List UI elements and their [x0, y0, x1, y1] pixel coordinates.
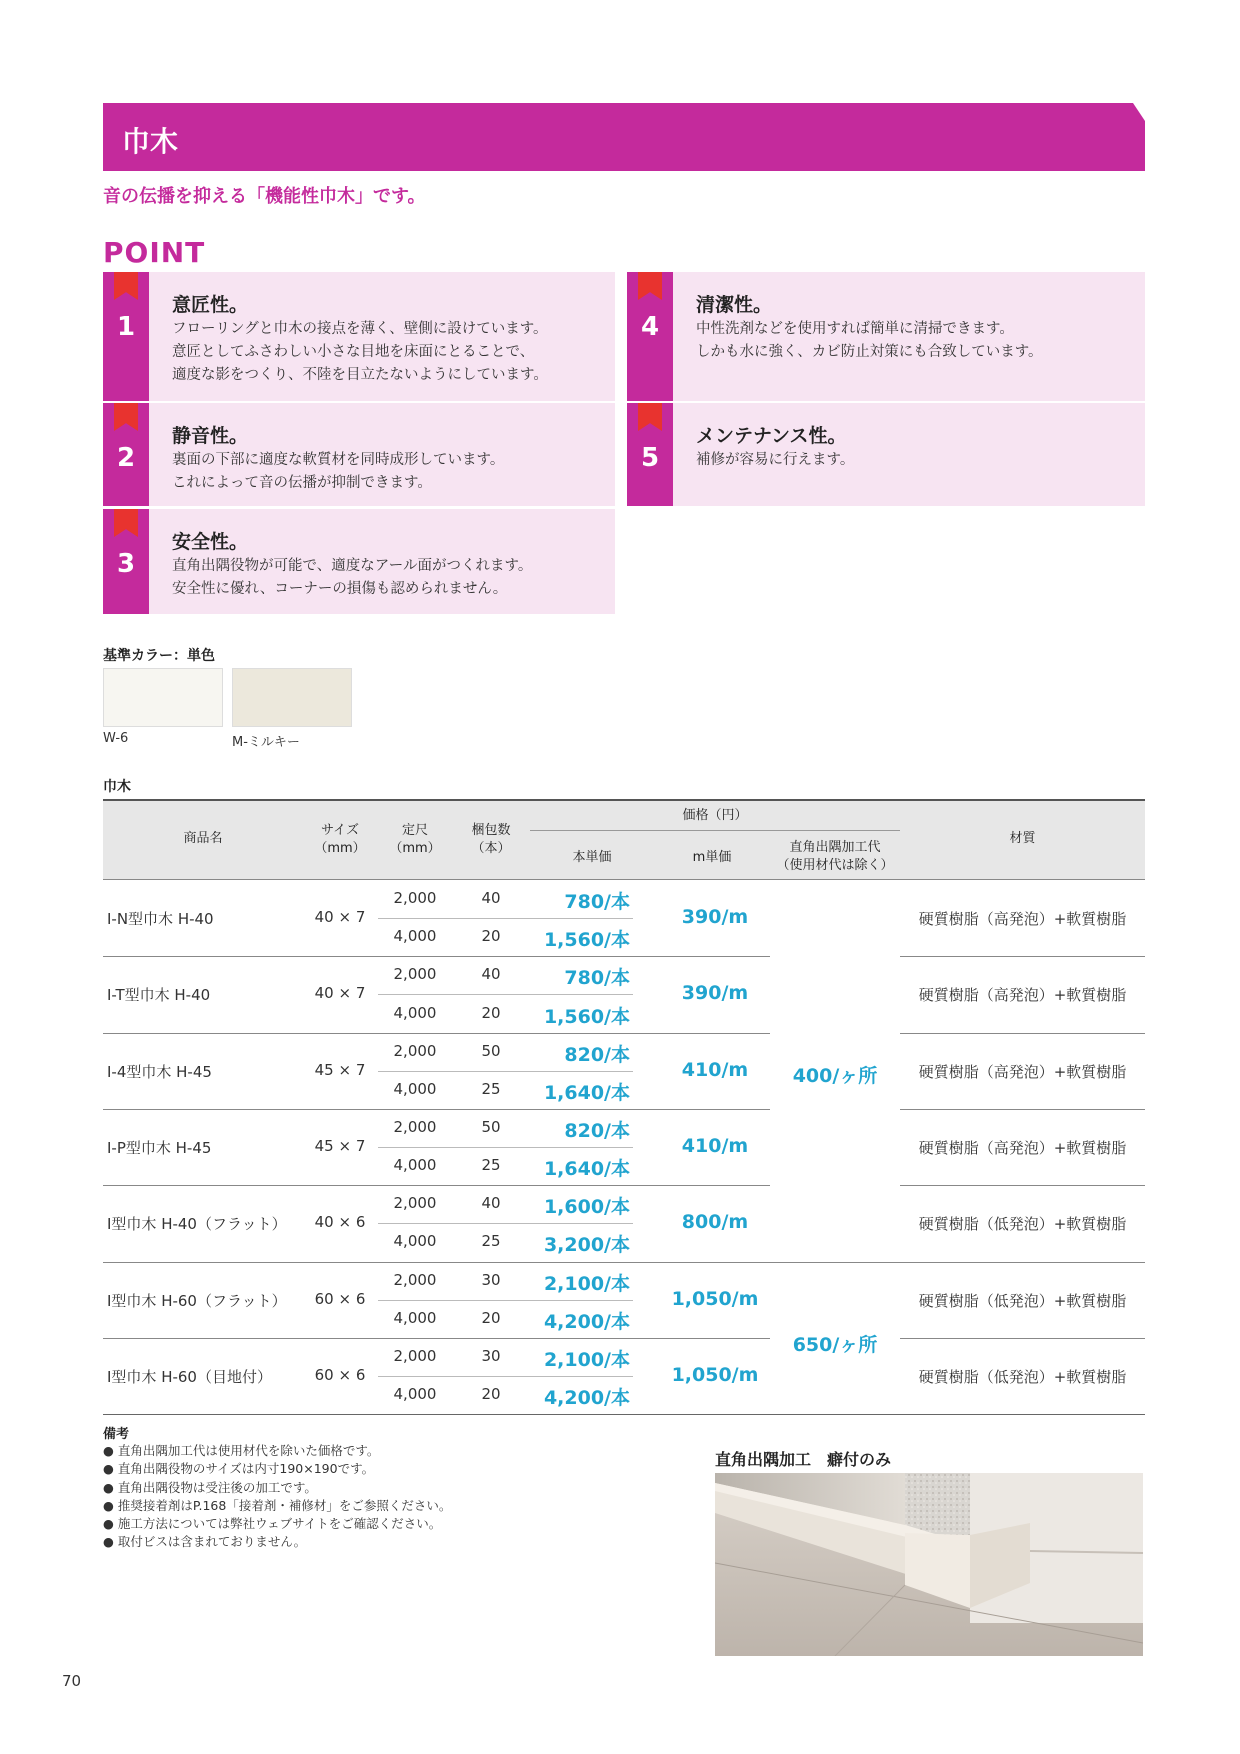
point-number: 5	[640, 443, 660, 473]
color-swatch-milky	[232, 668, 352, 727]
point-number: 4	[640, 312, 660, 342]
point-line: 安全性に優れ、コーナーの損傷も認められません。	[172, 581, 508, 597]
point-card-4	[627, 272, 1145, 401]
product-name: I-4型巾木 H-45	[107, 1062, 212, 1081]
point-number: 3	[116, 549, 136, 579]
point-description	[172, 449, 504, 495]
pack-count: 20	[481, 1003, 501, 1022]
product-name: I型巾木 H-60（目地付）	[107, 1367, 272, 1386]
pack-count: 40	[481, 1194, 501, 1213]
m-price: 390/m	[681, 906, 749, 929]
row-divider	[900, 1262, 1145, 1263]
point-card-3	[103, 509, 615, 614]
material: 硬質樹脂（高発泡）+軟質樹脂	[918, 1139, 1127, 1158]
notes-list	[103, 1442, 451, 1552]
pack-count: 50	[481, 1041, 501, 1060]
point-number-bar	[627, 403, 673, 506]
sub-row-divider	[378, 994, 633, 995]
point-card-2	[103, 403, 615, 506]
standard-length: 2,000	[393, 1117, 437, 1136]
ribbon-icon	[114, 403, 138, 431]
price-group-line	[530, 830, 900, 831]
sub-row-divider	[378, 1300, 633, 1301]
material: 硬質樹脂（低発泡）+軟質樹脂	[918, 1367, 1127, 1386]
table-bottom-border	[103, 1414, 1145, 1415]
standard-length: 4,000	[393, 1232, 437, 1251]
m-price: 410/m	[681, 1058, 749, 1081]
point-title: 安全性。	[172, 531, 249, 553]
standard-length: 2,000	[393, 1041, 437, 1060]
pack-count: 20	[481, 927, 501, 946]
standard-length: 4,000	[393, 927, 437, 946]
m-price: 800/m	[681, 1211, 749, 1234]
unit-price: 4,200/本	[543, 1387, 630, 1410]
col-header-material: 材質	[1009, 831, 1036, 846]
point-line: 裏面の下部に適度な軟質材を同時成形しています。	[172, 452, 505, 468]
col-header-m-price: m単価	[692, 850, 732, 865]
ribbon-icon	[638, 403, 662, 431]
page-number: 70	[62, 1672, 82, 1690]
row-divider	[900, 1033, 1145, 1034]
product-name: I-N型巾木 H-40	[107, 910, 214, 929]
pack-count: 20	[481, 1308, 501, 1327]
swatch-label: W-6	[103, 731, 129, 746]
pack-count: 50	[481, 1117, 501, 1136]
row-divider	[103, 1109, 770, 1110]
product-name: I型巾木 H-40（フラット）	[107, 1215, 287, 1234]
note-item: ● 施工方法については弊社ウェブサイトをご確認ください。	[103, 1516, 442, 1532]
col-header-product: 商品名	[183, 831, 223, 846]
unit-price: 2,100/本	[543, 1272, 630, 1295]
unit-price: 820/本	[564, 1119, 630, 1142]
unit-price: 1,640/本	[543, 1081, 630, 1104]
row-divider	[900, 956, 1145, 957]
ribbon-icon	[638, 272, 662, 300]
point-description	[696, 449, 854, 472]
m-price: 1,050/m	[671, 1287, 759, 1310]
pack-count: 40	[481, 889, 501, 908]
product-size: 40 × 7	[314, 984, 366, 1003]
sub-row-divider	[378, 1071, 633, 1072]
ribbon-icon	[114, 509, 138, 537]
subtitle: 音の伝播を抑える「機能性巾木」です。	[103, 186, 426, 207]
standard-length: 4,000	[393, 1308, 437, 1327]
m-price: 410/m	[681, 1135, 749, 1158]
sub-row-divider	[378, 918, 633, 919]
point-title: 清潔性。	[696, 294, 773, 316]
row-divider	[900, 1109, 1145, 1110]
sub-row-divider	[378, 1376, 633, 1377]
note-item: ● 取付ビスは含まれておりません。	[103, 1534, 307, 1550]
product-size: 40 × 7	[314, 908, 366, 927]
standard-length: 2,000	[393, 1194, 437, 1213]
row-divider	[103, 1338, 770, 1339]
material: 硬質樹脂（低発泡）+軟質樹脂	[918, 1215, 1127, 1234]
point-title: 静音性。	[172, 425, 249, 447]
point-line: 補修が容易に行えます。	[696, 452, 855, 468]
pack-count: 25	[481, 1232, 501, 1251]
col-header-price-group: 価格（円）	[682, 808, 748, 823]
point-description	[696, 318, 1043, 364]
product-name: I-T型巾木 H-40	[107, 986, 211, 1005]
point-line: 意匠としてふさわしい小さな目地を床面にとることで、	[172, 344, 535, 360]
ribbon-icon	[114, 272, 138, 300]
standard-length: 2,000	[393, 1346, 437, 1365]
color-swatch-w6	[103, 668, 223, 727]
unit-price: 780/本	[564, 967, 630, 990]
m-price: 390/m	[681, 982, 749, 1005]
corner-price: 400/ヶ所	[792, 1065, 878, 1087]
material: 硬質樹脂（高発泡）+軟質樹脂	[918, 910, 1127, 929]
product-name: I-P型巾木 H-45	[107, 1139, 212, 1158]
col-header-size: サイズ （mm）	[314, 823, 366, 856]
pack-count: 25	[481, 1156, 501, 1175]
point-card-1	[103, 272, 615, 401]
corner-group-divider	[770, 1262, 900, 1263]
standard-length: 2,000	[393, 1270, 437, 1289]
unit-price: 1,600/本	[543, 1196, 630, 1219]
pack-count: 40	[481, 965, 501, 984]
material: 硬質樹脂（低発泡）+軟質樹脂	[918, 1291, 1127, 1310]
product-size: 60 × 6	[314, 1289, 366, 1308]
color-heading: 基準カラー：単色	[103, 648, 215, 664]
point-line: しかも水に強く、カビ防止対策にも合致しています。	[696, 344, 1043, 360]
corner-photo	[715, 1473, 1143, 1656]
product-size: 45 × 7	[314, 1060, 366, 1079]
sub-row-divider	[378, 1223, 633, 1224]
product-size: 45 × 7	[314, 1137, 366, 1156]
point-heading: POINT	[103, 236, 206, 269]
product-name: I型巾木 H-60（フラット）	[107, 1291, 287, 1310]
note-item: ● 直角出隅加工代は使用材代を除いた価格です。	[103, 1443, 380, 1458]
unit-price: 3,200/本	[543, 1234, 630, 1257]
point-title: 意匠性。	[172, 294, 249, 316]
col-header-corner: 直角出隅加工代 （使用材代は除く）	[776, 840, 894, 873]
material: 硬質樹脂（高発泡）+軟質樹脂	[918, 986, 1127, 1005]
row-divider	[103, 1185, 770, 1186]
point-number: 1	[116, 312, 136, 342]
point-description	[172, 318, 548, 387]
standard-length: 4,000	[393, 1003, 437, 1022]
point-description	[172, 555, 532, 601]
note-item: ● 推奨接着剤はP.168「接着剤・補修材」をご参照ください。	[103, 1497, 452, 1513]
pack-count: 20	[481, 1385, 501, 1404]
point-line: 適度な影をつくり、不陸を目立たないようにしています。	[172, 367, 548, 383]
col-header-length: 定尺 （mm）	[389, 823, 441, 856]
unit-price: 1,560/本	[543, 1005, 630, 1028]
point-number-bar	[103, 272, 149, 401]
row-divider	[103, 956, 770, 957]
pack-count: 30	[481, 1270, 501, 1289]
product-size: 60 × 6	[314, 1365, 366, 1384]
material: 硬質樹脂（高発泡）+軟質樹脂	[918, 1062, 1127, 1081]
unit-price: 1,560/本	[543, 929, 630, 952]
corner-price: 650/ヶ所	[792, 1334, 878, 1356]
pack-count: 25	[481, 1079, 501, 1098]
row-divider	[900, 1185, 1145, 1186]
row-divider	[900, 1338, 1145, 1339]
point-line: 直角出隅役物が可能で、適度なアール面がつくれます。	[172, 558, 533, 574]
note-item: ● 直角出隅役物は受注後の加工です。	[103, 1479, 317, 1495]
point-number: 2	[116, 443, 136, 473]
photo-caption: 直角出隅加工 癖付のみ	[715, 1450, 892, 1469]
row-divider	[103, 1262, 770, 1263]
point-number-bar	[103, 403, 149, 506]
unit-price: 1,640/本	[543, 1158, 630, 1181]
page-title: 巾木	[122, 125, 179, 158]
standard-length: 4,000	[393, 1156, 437, 1175]
sub-row-divider	[378, 1147, 633, 1148]
point-line: フローリングと巾木の接点を薄く、壁側に設けています。	[172, 321, 548, 337]
standard-length: 4,000	[393, 1079, 437, 1098]
table-title: 巾木	[103, 779, 131, 795]
unit-price: 780/本	[564, 891, 630, 914]
m-price: 1,050/m	[671, 1363, 759, 1386]
product-size: 40 × 6	[314, 1213, 366, 1232]
point-title: メンテナンス性。	[696, 425, 847, 447]
unit-price: 2,100/本	[543, 1348, 630, 1371]
col-header-unit-price: 本単価	[572, 850, 612, 865]
point-number-bar	[627, 272, 673, 401]
header-bar	[103, 103, 1145, 171]
standard-length: 4,000	[393, 1385, 437, 1404]
point-line: これによって音の伝播が抑制できます。	[172, 475, 432, 491]
unit-price: 4,200/本	[543, 1310, 630, 1333]
col-header-pack: 梱包数 （本）	[471, 823, 511, 856]
unit-price: 820/本	[564, 1043, 630, 1066]
notes-title: 備考	[103, 1427, 130, 1442]
swatch-label: M-ミルキー	[232, 735, 300, 750]
point-number-bar	[103, 509, 149, 614]
pack-count: 30	[481, 1346, 501, 1365]
point-line: 中性洗剤などを使用すれば簡単に清掃できます。	[696, 321, 1014, 337]
note-item: ● 直角出隅役物のサイズは内寸190×190です。	[103, 1461, 375, 1477]
standard-length: 2,000	[393, 889, 437, 908]
row-divider	[103, 1033, 770, 1034]
point-card-5	[627, 403, 1145, 506]
standard-length: 2,000	[393, 965, 437, 984]
